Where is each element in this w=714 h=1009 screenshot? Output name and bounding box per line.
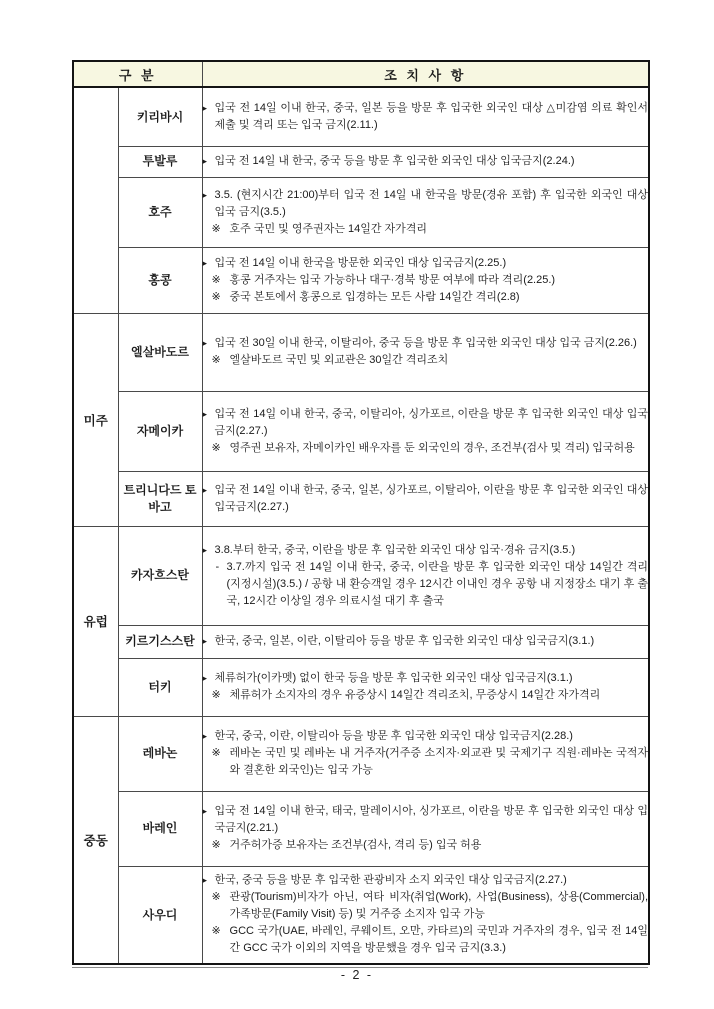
measure-text: 호주 국민 및 영주권자는 14일간 자가격리	[229, 222, 428, 235]
measure-line	[203, 923, 649, 957]
measure-line	[203, 872, 649, 889]
reference-mark-icon: ※	[211, 273, 221, 286]
table-row	[73, 791, 649, 866]
table-row	[73, 625, 649, 658]
country-cell: 홍콩	[118, 247, 202, 313]
table-row	[73, 146, 649, 177]
table-row	[73, 658, 649, 716]
reference-mark-icon: ※	[211, 222, 221, 235]
page-number: - 2 -	[340, 968, 374, 982]
country-cell: 카자흐스탄	[118, 526, 202, 625]
measures-cell	[202, 87, 649, 146]
region-cell: 유럽	[73, 526, 118, 716]
measures-cell	[202, 177, 649, 247]
country-cell: 레바논	[118, 716, 202, 791]
measure-line	[203, 559, 649, 610]
measure-line	[203, 153, 649, 170]
measure-line	[203, 837, 649, 854]
measure-line	[203, 187, 649, 221]
reference-mark-icon: ※	[211, 441, 221, 454]
measure-text: 입국 전 14일 이내 한국을 방문한 외국인 대상 입국금지(2.25.)	[214, 256, 507, 269]
measures-cell	[202, 658, 649, 716]
bullet-icon: ▸	[202, 156, 208, 166]
measure-line	[203, 482, 649, 516]
country-cell: 키리바시	[118, 87, 202, 146]
measure-text: 입국 전 14일 이내 한국, 중국, 일본 등을 방문 후 입국한 외국인 대상 △미감염 의료 확인서 제출 및 격리 또는 입국 금지(2.11.)	[214, 101, 649, 131]
table-row	[73, 313, 649, 391]
reference-mark-icon: ※	[211, 839, 221, 851]
country-cell: 호주	[118, 177, 202, 247]
measure-text: 체류허가(이카멧) 없이 한국 등을 방문 후 입국한 외국인 대상 입국금지(3.1.)	[214, 672, 573, 684]
bullet-icon: ▸	[202, 408, 208, 419]
bullet-icon: ▸	[202, 544, 208, 555]
measure-text: 관광(Tourism)비자가 아닌, 여타 비자(취업(Work), 사업(Business), 상용(Commercial), 가족방문(Family Visit) 등) 및 거주증 소지자 입국 가능	[229, 891, 649, 921]
reference-mark-icon: ※	[211, 747, 221, 759]
measures-cell	[202, 247, 649, 313]
measure-text: 3.5. (현지시간 21:00)부터 입국 전 14일 내 한국을 방문(경유 포함) 후 입국한 외국인 대상 입국 금지(3.5.)	[214, 188, 649, 218]
region-cell: 중동	[73, 716, 118, 964]
measure-text: 입국 전 14일 이내 한국, 중국, 이탈리아, 싱가포르, 이란을 방문 후 입국한 외국인 대상 입국금지(2.27.)	[214, 407, 649, 437]
table-row	[73, 177, 649, 247]
measure-text: 입국 전 14일 내 한국, 중국 등을 방문 후 입국한 외국인 대상 입국금지(2.24.)	[214, 155, 575, 167]
region-cell: 미주	[73, 313, 118, 526]
bullet-icon: ▸	[202, 189, 208, 200]
measures-cell	[202, 146, 649, 177]
measure-text: GCC 국가(UAE, 바레인, 쿠웨이트, 오만, 카타르)의 국민과 거주자의 경우, 입국 전 14일간 GCC 국가 이외의 지역을 방문했을 경우 입국 금지(3.3.)	[229, 925, 649, 955]
reference-mark-icon: ※	[211, 290, 221, 303]
table-row	[73, 866, 649, 964]
measures-cell	[202, 625, 649, 658]
country-cell: 자메이카	[118, 391, 202, 471]
table-wrap	[72, 60, 648, 968]
table-row	[73, 526, 649, 625]
measure-line	[203, 289, 649, 306]
measure-line	[203, 221, 649, 238]
measure-line	[203, 406, 649, 440]
measure-line	[203, 440, 649, 457]
bullet-icon: ▸	[202, 484, 208, 495]
table-row	[73, 87, 649, 146]
measures-cell	[202, 313, 649, 391]
measure-text: 거주허가증 보유자는 조건부(검사, 격리 등) 입국 허용	[229, 839, 482, 851]
measure-text: 한국, 중국 등을 방문 후 입국한 관광비자 소지 외국인 대상 입국금지(2.27.)	[214, 874, 567, 887]
reference-mark-icon: ※	[211, 925, 221, 938]
reference-mark-icon: ※	[211, 354, 221, 366]
table-body	[73, 87, 649, 964]
table-row	[73, 391, 649, 471]
measure-line	[203, 335, 649, 352]
measure-text: 중국 본토에서 홍콩으로 입경하는 모든 사람 14일간 격리(2.8)	[229, 290, 520, 303]
measure-text: 홍콩 거주자는 입국 가능하나 대구·경북 방문 여부에 따라 격리(2.25.)	[229, 273, 556, 286]
measure-text: 입국 전 30일 이내 한국, 이탈리아, 중국 등을 방문 후 입국한 외국인 대상 입국 금지(2.26.)	[214, 337, 637, 349]
table-row	[73, 471, 649, 526]
entry-restrictions-table	[72, 60, 650, 965]
reference-mark-icon: ※	[211, 689, 221, 701]
measure-line	[203, 670, 649, 687]
measure-text: 한국, 중국, 일본, 이란, 이탈리아 등을 방문 후 입국한 외국인 대상 입국금지(3.1.)	[214, 635, 595, 647]
measure-line	[203, 889, 649, 923]
reference-mark-icon: ※	[211, 891, 221, 904]
column-header-measures: 조 치 사 항	[202, 61, 649, 87]
country-cell: 터키	[118, 658, 202, 716]
measure-text: 한국, 중국, 이란, 이탈리아 등을 방문 후 입국한 외국인 대상 입국금지(2.28.)	[214, 730, 573, 742]
dash-icon: -	[215, 560, 220, 573]
measure-line	[203, 272, 649, 289]
region-cell	[73, 87, 118, 313]
measures-cell	[202, 716, 649, 791]
measure-text: 체류허가 소지자의 경우 유증상시 14일간 격리조치, 무증상시 14일간 자가격리	[229, 689, 601, 701]
column-header-gubun: 구 분	[73, 61, 202, 87]
bullet-icon: ▸	[202, 636, 208, 646]
measure-text: 레바논 국민 및 레바논 내 거주자(거주증 소지자·외교관 및 국제기구 직원·레바논 국적자와 결혼한 외국인)는 입국 가능	[229, 747, 649, 776]
measures-cell	[202, 791, 649, 866]
country-cell: 키르기스스탄	[118, 625, 202, 658]
country-cell: 바레인	[118, 791, 202, 866]
header-row	[73, 61, 649, 87]
measure-line	[203, 728, 649, 745]
measure-text: 입국 전 14일 이내 한국, 중국, 일본, 싱가포르, 이탈리아, 이란을 방문 후 입국한 외국인 대상 입국금지(2.27.)	[214, 483, 649, 513]
table-row	[73, 716, 649, 791]
measure-text: 3.8.부터 한국, 중국, 이란을 방문 후 입국한 외국인 대상 입국·경유 금지(3.5.)	[214, 543, 576, 556]
measure-text: 엘살바도르 국민 및 외교관은 30일간 격리조치	[229, 354, 449, 366]
measures-cell	[202, 866, 649, 964]
bullet-icon: ▸	[202, 875, 208, 886]
country-cell: 투발루	[118, 146, 202, 177]
bullet-icon: ▸	[202, 257, 208, 268]
measure-line	[203, 255, 649, 272]
measures-cell	[202, 526, 649, 625]
measure-line	[203, 100, 649, 134]
measure-line	[203, 687, 649, 704]
country-cell: 사우디	[118, 866, 202, 964]
table-header	[73, 61, 649, 87]
bullet-icon: ▸	[202, 806, 208, 816]
measure-text: 3.7.까지 입국 전 14일 이내 한국, 중국, 이란을 방문 후 입국한 외국인 대상 14일간 격리(지정시설)(3.5.) / 공항 내 환승객일 경우 12시간 이내인 경우 공항 내 지정장소 대기 후 출국, 12시간 이상일 경우 의료시설 대기 후 출국	[226, 560, 649, 607]
measures-cell	[202, 471, 649, 526]
bullet-icon: ▸	[202, 673, 208, 683]
table-row	[73, 247, 649, 313]
bullet-icon: ▸	[202, 338, 208, 348]
measure-text: 영주권 보유자, 자메이카인 배우자를 둔 외국인의 경우, 조건부(검사 및 격리) 입국허용	[229, 441, 635, 454]
measure-text: 입국 전 14일 이내 한국, 태국, 말레이시아, 싱가포르, 이란을 방문 후 입국한 외국인 대상 입국금지(2.21.)	[214, 805, 649, 834]
country-cell: 트리니다드 토바고	[118, 471, 202, 526]
measure-line	[203, 542, 649, 559]
measure-line	[203, 803, 649, 837]
bullet-icon: ▸	[202, 731, 208, 741]
measure-line	[203, 352, 649, 369]
measures-cell	[202, 391, 649, 471]
country-cell: 엘살바도르	[118, 313, 202, 391]
measure-line	[203, 633, 649, 650]
measure-line	[203, 745, 649, 779]
bullet-icon: ▸	[202, 102, 208, 113]
